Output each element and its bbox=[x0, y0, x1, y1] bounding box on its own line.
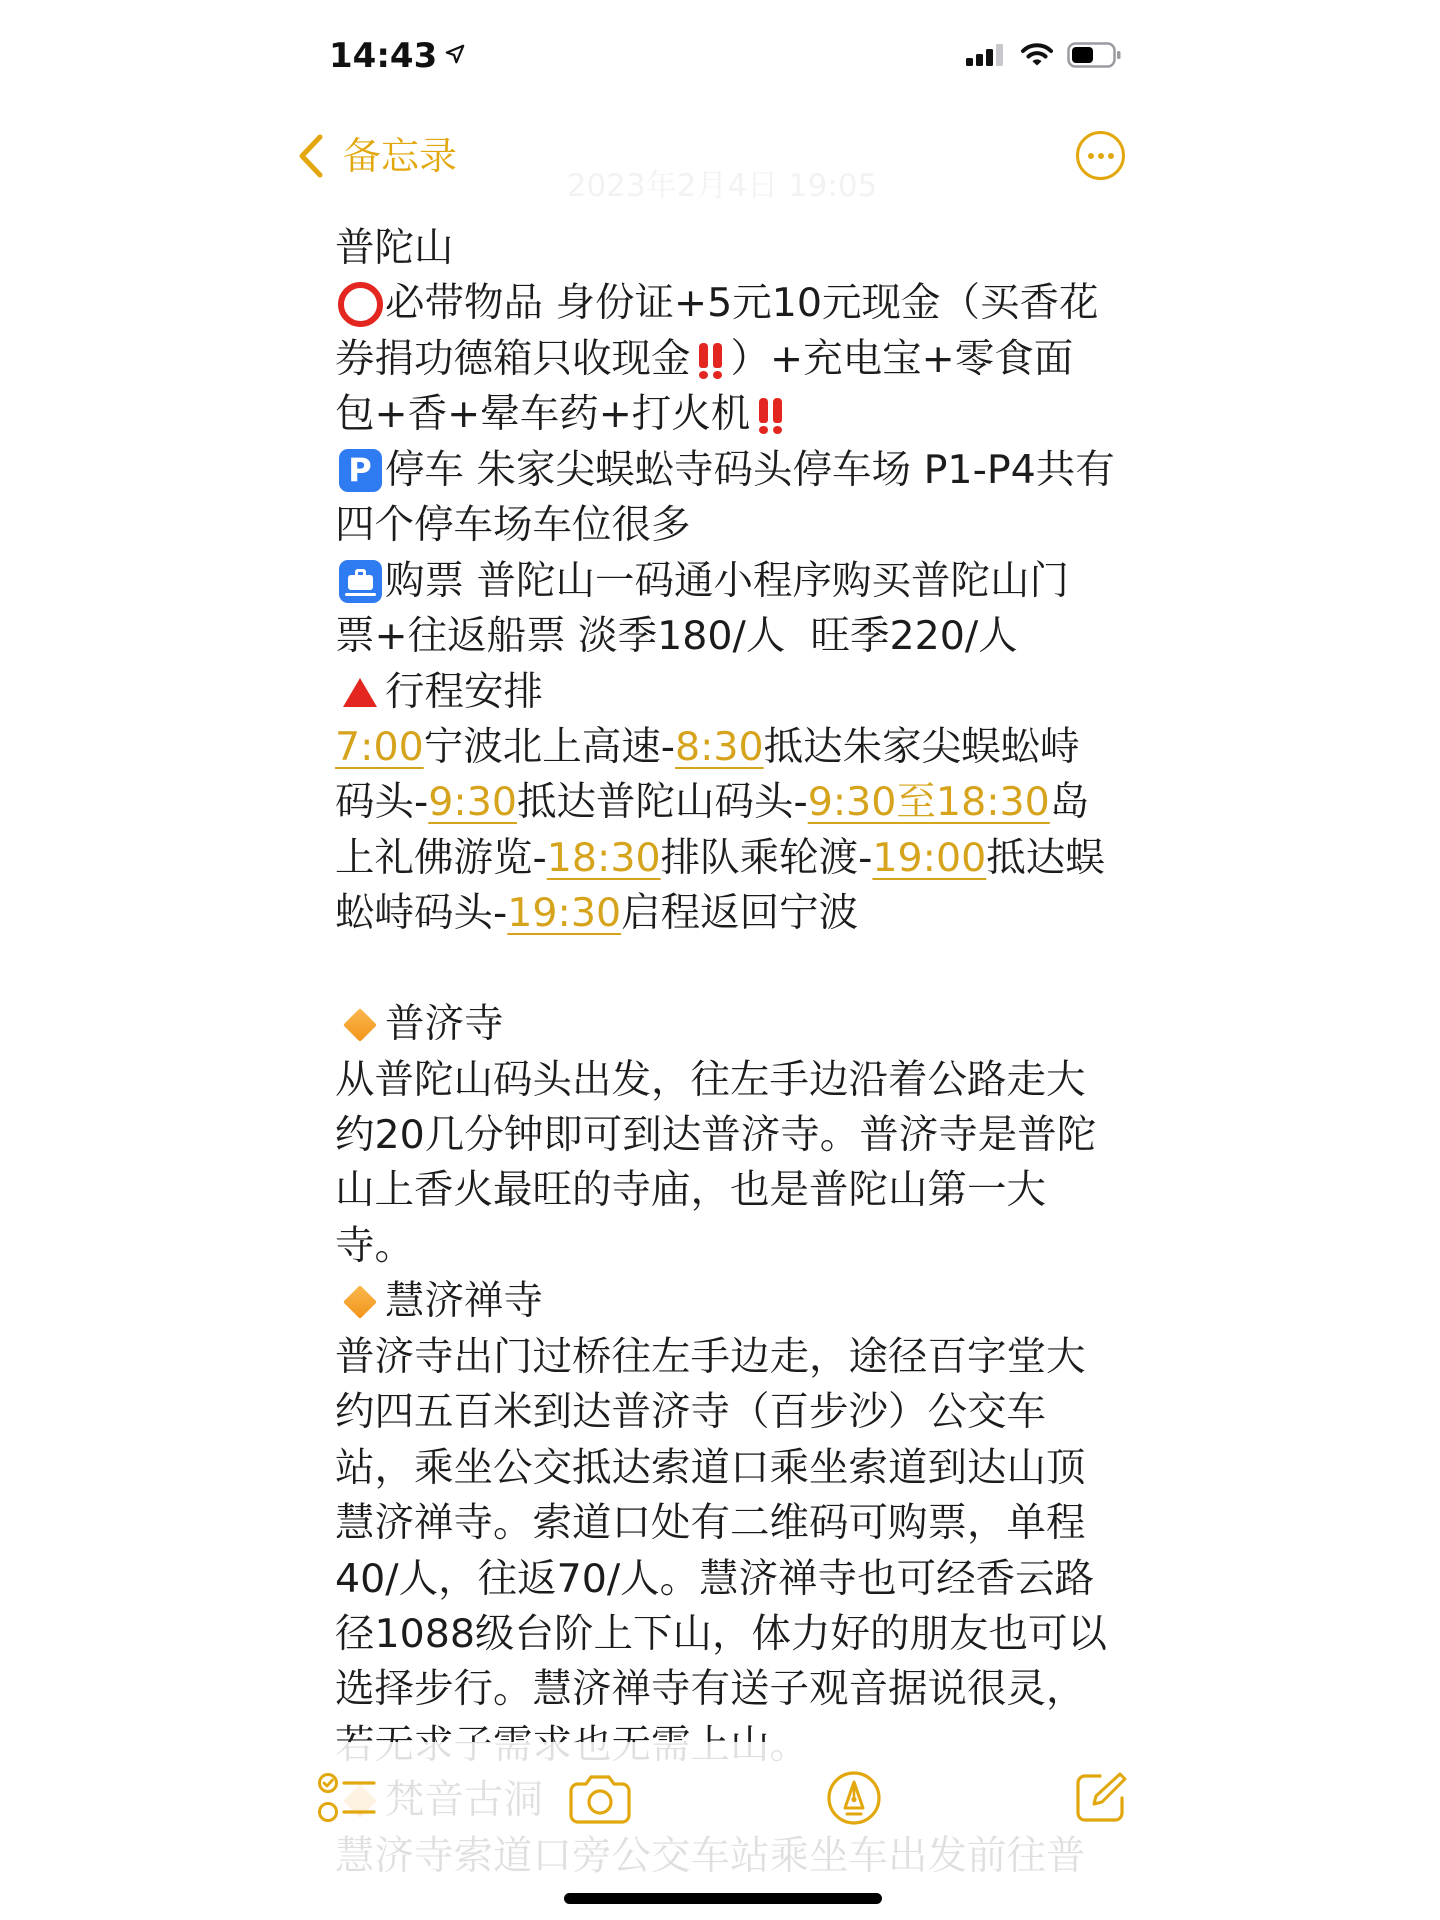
checklist-button[interactable] bbox=[318, 1770, 376, 1826]
note-text[interactable]: 从普陀山码头出发，往左手边沿着公路走大 bbox=[335, 1056, 1086, 1103]
note-text[interactable]: 山上香火最旺的寺庙，也是普陀山第一大 bbox=[335, 1167, 1046, 1214]
time-link[interactable]: 8:30 bbox=[674, 723, 764, 770]
note-text[interactable]: 约四五百米到达普济寺（百步沙）公交车 bbox=[335, 1389, 1046, 1436]
note-text[interactable]: 码头- bbox=[335, 779, 429, 826]
note-line[interactable] bbox=[335, 276, 1175, 331]
note-line[interactable] bbox=[335, 387, 1175, 442]
exclamation-mark-icon bbox=[699, 341, 708, 379]
note-text[interactable]: 岛 bbox=[1049, 779, 1090, 826]
red-ring-shape bbox=[338, 282, 383, 327]
note-text[interactable]: 40/人，往返70/人。慧济禅寺也可经香云路 bbox=[335, 1555, 1095, 1602]
time-link[interactable]: 9:30至18:30 bbox=[807, 779, 1050, 826]
note-text[interactable]: 宁波北上高速- bbox=[423, 723, 675, 770]
more-dot-icon[interactable] bbox=[1088, 153, 1094, 159]
note-text[interactable]: 站，乘坐公交抵达索道口乘坐索道到达山顶 bbox=[335, 1444, 1086, 1491]
note-text[interactable]: 约20几分钟即可到达普济寺。普济寺是普陀 bbox=[335, 1112, 1097, 1158]
note-line[interactable] bbox=[335, 1662, 1175, 1717]
note-line[interactable] bbox=[335, 1441, 1175, 1496]
note-text[interactable]: 停车 朱家尖蜈蚣寺码头停车场 P1-P4共有 bbox=[385, 446, 1115, 493]
time-link[interactable]: 19:30 bbox=[507, 890, 622, 937]
note-text[interactable]: ）+充电宝+零食面 bbox=[730, 335, 1074, 382]
note-text[interactable]: 径1088级台阶上下山，体力好的朋友也可以 bbox=[335, 1610, 1108, 1657]
note-line[interactable] bbox=[335, 498, 1175, 553]
luggage-box bbox=[339, 560, 382, 603]
note-line[interactable] bbox=[335, 665, 1175, 720]
hollow-red-circle-icon bbox=[335, 279, 385, 329]
note-line[interactable] bbox=[335, 1552, 1175, 1607]
note-text[interactable]: 慧济禅寺 bbox=[385, 1278, 543, 1325]
checklist-icon[interactable] bbox=[318, 1770, 376, 1826]
compose-button[interactable] bbox=[1074, 1770, 1128, 1824]
note-text[interactable]: 蚣峙码头- bbox=[335, 890, 508, 937]
time-link[interactable]: 19:00 bbox=[872, 834, 987, 881]
note-line[interactable] bbox=[335, 1274, 1175, 1329]
note-text[interactable]: 普陀山 bbox=[335, 225, 454, 271]
note-line[interactable] bbox=[335, 831, 1175, 886]
note-text[interactable]: 普济寺 bbox=[385, 1001, 504, 1048]
more-dot-icon[interactable] bbox=[1098, 153, 1104, 159]
wifi-icon bbox=[1020, 40, 1054, 66]
diamond-shape bbox=[343, 1008, 377, 1042]
note-text[interactable]: 排队乘轮渡- bbox=[660, 834, 873, 881]
note-line[interactable] bbox=[335, 886, 1175, 941]
note-date: 2023年2月4日 19:05 bbox=[566, 168, 878, 204]
note-text[interactable]: 票+往返船票 淡季180/人 旺季220/人 bbox=[335, 613, 1018, 660]
camera-icon[interactable] bbox=[568, 1772, 632, 1824]
note-text[interactable]: 寺。 bbox=[335, 1222, 414, 1269]
parking-letter: P bbox=[339, 449, 382, 492]
orange-diamond-icon bbox=[335, 1277, 385, 1327]
time-link[interactable]: 9:30 bbox=[428, 779, 517, 826]
chevron-left-icon[interactable] bbox=[296, 133, 326, 179]
note-line[interactable] bbox=[335, 720, 1175, 775]
more-dot-icon[interactable] bbox=[1108, 153, 1114, 159]
double-exclamation-icon bbox=[691, 335, 731, 385]
note-text[interactable]: 购票 普陀山一码通小程序购买普陀山门 bbox=[385, 557, 1070, 604]
suitcase-body bbox=[348, 575, 373, 590]
note-text[interactable]: 普济寺出门过桥往左手边走，途径百字堂大 bbox=[335, 1333, 1086, 1380]
time-link[interactable]: 7:00 bbox=[335, 723, 424, 770]
location-arrow-icon bbox=[444, 43, 466, 65]
exclamation-mark-icon bbox=[713, 341, 722, 379]
note-line[interactable] bbox=[335, 609, 1175, 664]
exclamation-mark-icon bbox=[773, 396, 782, 434]
note-text[interactable]: 四个停车场车位很多 bbox=[335, 502, 691, 549]
luggage-icon bbox=[335, 556, 385, 606]
back-button[interactable] bbox=[296, 131, 457, 181]
back-button-label[interactable]: 备忘录 bbox=[343, 134, 458, 178]
note-line[interactable] bbox=[335, 1385, 1175, 1440]
note-text[interactable]: 行程安排 bbox=[385, 668, 543, 715]
note-line[interactable] bbox=[335, 1219, 1175, 1274]
note-line[interactable] bbox=[335, 1053, 1175, 1108]
note-line[interactable] bbox=[335, 1330, 1175, 1385]
note-text[interactable]: 必带物品 身份证+5元10元现金（买香花 bbox=[385, 280, 1099, 327]
note-text[interactable]: 抵达朱家尖蜈蚣峙 bbox=[763, 723, 1080, 770]
note-text[interactable]: 启程返回宁波 bbox=[621, 890, 859, 937]
note-text[interactable]: 券捐功德箱只收现金 bbox=[335, 335, 691, 382]
note-line[interactable] bbox=[335, 997, 1175, 1052]
note-line[interactable] bbox=[335, 443, 1175, 498]
diamond-shape bbox=[343, 1285, 377, 1319]
note-text[interactable]: 包+香+晕车药+打火机 bbox=[335, 391, 751, 438]
note-line[interactable] bbox=[335, 1607, 1175, 1662]
time-link[interactable]: 18:30 bbox=[546, 834, 661, 881]
note-line[interactable] bbox=[335, 1496, 1175, 1551]
battery-icon bbox=[1067, 42, 1123, 68]
triangle-shape bbox=[343, 678, 377, 707]
status-time: 14:43 bbox=[329, 36, 438, 76]
compose-icon[interactable] bbox=[1074, 1770, 1128, 1824]
orange-diamond-icon bbox=[335, 1000, 385, 1050]
note-line[interactable] bbox=[335, 1163, 1175, 1218]
camera-button[interactable] bbox=[568, 1772, 632, 1824]
baggage-tray bbox=[345, 593, 376, 596]
note-line[interactable] bbox=[335, 775, 1175, 830]
exclamation-mark-icon bbox=[759, 396, 768, 434]
markup-icon[interactable] bbox=[826, 1770, 882, 1826]
red-triangle-icon bbox=[335, 667, 385, 717]
markup-button[interactable] bbox=[826, 1770, 882, 1826]
cellular-signal-icon bbox=[966, 44, 1004, 66]
double-exclamation-icon bbox=[750, 390, 790, 440]
note-line[interactable] bbox=[335, 221, 1175, 276]
note-line[interactable] bbox=[335, 332, 1175, 387]
note-line[interactable] bbox=[335, 1108, 1175, 1163]
note-blank-line[interactable] bbox=[335, 942, 1175, 997]
more-options-button[interactable] bbox=[1076, 131, 1125, 180]
note-text[interactable]: 慧济禅寺。索道口处有二维码可购票，单程 bbox=[335, 1500, 1086, 1547]
parking-icon bbox=[335, 445, 385, 495]
note-text[interactable]: 上礼佛游览- bbox=[335, 834, 547, 881]
home-indicator[interactable] bbox=[564, 1893, 882, 1904]
note-text[interactable]: 选择步行。慧济禅寺有送子观音据说很灵， bbox=[335, 1666, 1086, 1713]
note-text[interactable]: 抵达蜈 bbox=[986, 834, 1105, 881]
note-text[interactable]: 抵达普陀山码头- bbox=[516, 779, 808, 826]
note-line[interactable] bbox=[335, 554, 1175, 609]
note-body[interactable] bbox=[335, 221, 1175, 1884]
